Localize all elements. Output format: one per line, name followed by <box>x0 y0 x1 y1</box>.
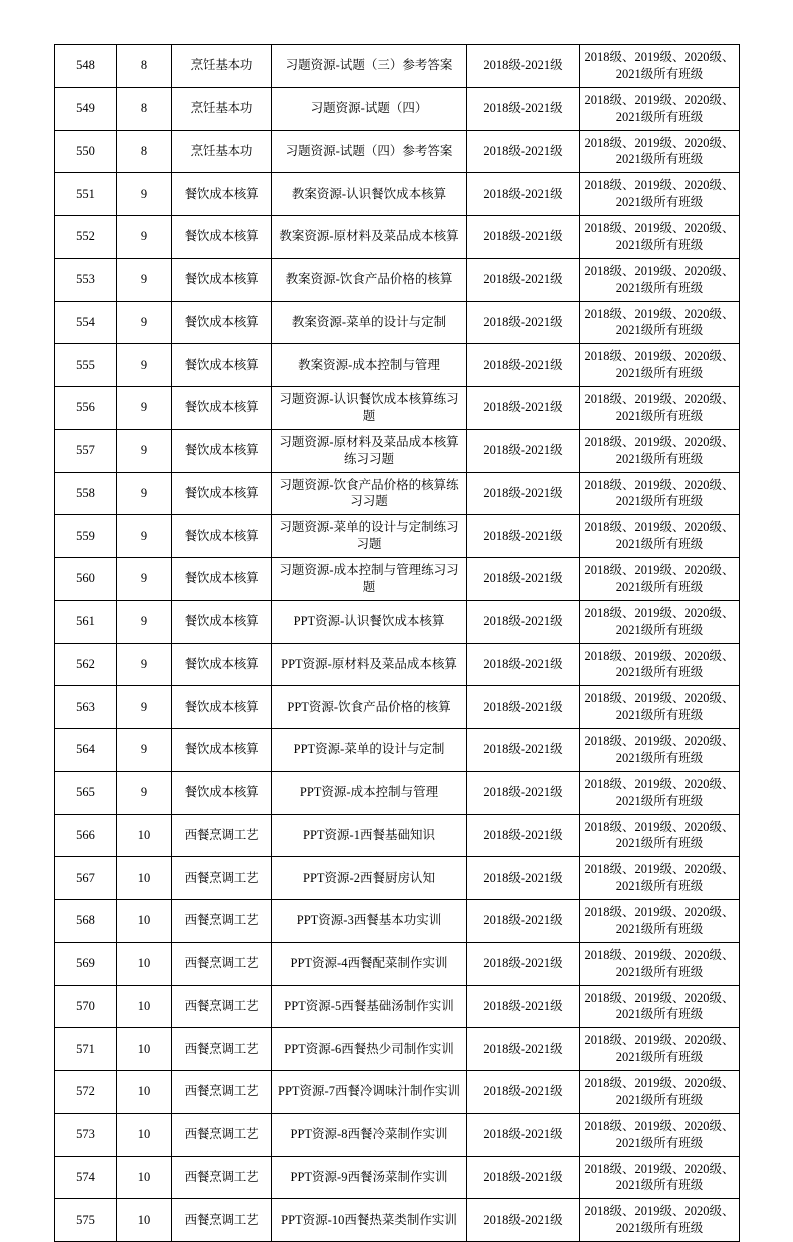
table-row <box>55 1113 740 1156</box>
table-row <box>55 472 740 515</box>
cell-适用年级: 2018级-2021级 <box>467 216 580 259</box>
cell-适用年级: 2018级-2021级 <box>467 643 580 686</box>
cell-适用班级: 2018级、2019级、2020级、2021级所有班级 <box>580 771 740 814</box>
cell-课程名称: 餐饮成本核算 <box>172 771 272 814</box>
table-row <box>55 1028 740 1071</box>
cell-课程号: 10 <box>117 1113 172 1156</box>
cell-资源名称: PPT资源-菜单的设计与定制 <box>272 729 467 772</box>
table-row <box>55 173 740 216</box>
cell-适用班级: 2018级、2019级、2020级、2021级所有班级 <box>580 258 740 301</box>
cell-适用年级: 2018级-2021级 <box>467 301 580 344</box>
cell-课程名称: 西餐烹调工艺 <box>172 900 272 943</box>
cell-课程名称: 烹饪基本功 <box>172 87 272 130</box>
cell-适用班级: 2018级、2019级、2020级、2021级所有班级 <box>580 429 740 472</box>
cell-资源名称: PPT资源-10西餐热菜类制作实训 <box>272 1199 467 1242</box>
cell-序号: 575 <box>55 1199 117 1242</box>
cell-课程号: 9 <box>117 686 172 729</box>
cell-适用班级: 2018级、2019级、2020级、2021级所有班级 <box>580 1071 740 1114</box>
cell-课程号: 9 <box>117 173 172 216</box>
cell-适用班级: 2018级、2019级、2020级、2021级所有班级 <box>580 985 740 1028</box>
cell-课程号: 9 <box>117 643 172 686</box>
cell-适用年级: 2018级-2021级 <box>467 87 580 130</box>
cell-课程号: 10 <box>117 814 172 857</box>
table-row <box>55 985 740 1028</box>
cell-课程号: 10 <box>117 1028 172 1071</box>
cell-课程号: 9 <box>117 216 172 259</box>
cell-序号: 554 <box>55 301 117 344</box>
cell-序号: 557 <box>55 429 117 472</box>
cell-课程名称: 餐饮成本核算 <box>172 301 272 344</box>
cell-适用年级: 2018级-2021级 <box>467 258 580 301</box>
cell-课程号: 9 <box>117 301 172 344</box>
cell-课程号: 8 <box>117 45 172 88</box>
cell-适用班级: 2018级、2019级、2020级、2021级所有班级 <box>580 1156 740 1199</box>
cell-课程名称: 餐饮成本核算 <box>172 216 272 259</box>
table-row <box>55 771 740 814</box>
cell-序号: 571 <box>55 1028 117 1071</box>
table-row <box>55 942 740 985</box>
cell-序号: 567 <box>55 857 117 900</box>
cell-资源名称: 习题资源-试题（四）参考答案 <box>272 130 467 173</box>
cell-课程名称: 餐饮成本核算 <box>172 173 272 216</box>
table-row <box>55 301 740 344</box>
cell-适用班级: 2018级、2019级、2020级、2021级所有班级 <box>580 387 740 430</box>
cell-资源名称: 习题资源-试题（三）参考答案 <box>272 45 467 88</box>
cell-适用班级: 2018级、2019级、2020级、2021级所有班级 <box>580 130 740 173</box>
cell-课程号: 9 <box>117 558 172 601</box>
table-row <box>55 344 740 387</box>
cell-课程名称: 餐饮成本核算 <box>172 344 272 387</box>
cell-课程名称: 餐饮成本核算 <box>172 643 272 686</box>
cell-适用班级: 2018级、2019级、2020级、2021级所有班级 <box>580 1113 740 1156</box>
table-row <box>55 216 740 259</box>
table-row <box>55 258 740 301</box>
table-row <box>55 387 740 430</box>
table-row <box>55 515 740 558</box>
cell-适用年级: 2018级-2021级 <box>467 600 580 643</box>
cell-课程名称: 餐饮成本核算 <box>172 515 272 558</box>
table-row <box>55 1156 740 1199</box>
cell-序号: 550 <box>55 130 117 173</box>
cell-序号: 568 <box>55 900 117 943</box>
cell-适用年级: 2018级-2021级 <box>467 814 580 857</box>
cell-适用班级: 2018级、2019级、2020级、2021级所有班级 <box>580 515 740 558</box>
cell-适用班级: 2018级、2019级、2020级、2021级所有班级 <box>580 900 740 943</box>
table-row <box>55 429 740 472</box>
cell-适用班级: 2018级、2019级、2020级、2021级所有班级 <box>580 344 740 387</box>
cell-课程号: 9 <box>117 258 172 301</box>
cell-适用班级: 2018级、2019级、2020级、2021级所有班级 <box>580 1028 740 1071</box>
cell-适用年级: 2018级-2021级 <box>467 173 580 216</box>
cell-适用年级: 2018级-2021级 <box>467 729 580 772</box>
cell-适用年级: 2018级-2021级 <box>467 45 580 88</box>
cell-序号: 556 <box>55 387 117 430</box>
table-row <box>55 857 740 900</box>
table-row <box>55 87 740 130</box>
cell-适用班级: 2018级、2019级、2020级、2021级所有班级 <box>580 558 740 601</box>
cell-课程号: 9 <box>117 472 172 515</box>
cell-课程名称: 西餐烹调工艺 <box>172 1071 272 1114</box>
cell-序号: 561 <box>55 600 117 643</box>
cell-资源名称: PPT资源-6西餐热少司制作实训 <box>272 1028 467 1071</box>
cell-课程名称: 餐饮成本核算 <box>172 429 272 472</box>
cell-适用班级: 2018级、2019级、2020级、2021级所有班级 <box>580 686 740 729</box>
cell-适用班级: 2018级、2019级、2020级、2021级所有班级 <box>580 814 740 857</box>
cell-序号: 562 <box>55 643 117 686</box>
cell-课程名称: 餐饮成本核算 <box>172 472 272 515</box>
cell-资源名称: 教案资源-原材料及菜品成本核算 <box>272 216 467 259</box>
cell-适用班级: 2018级、2019级、2020级、2021级所有班级 <box>580 600 740 643</box>
cell-适用年级: 2018级-2021级 <box>467 130 580 173</box>
table-row <box>55 643 740 686</box>
cell-课程名称: 西餐烹调工艺 <box>172 942 272 985</box>
cell-适用年级: 2018级-2021级 <box>467 515 580 558</box>
cell-序号: 560 <box>55 558 117 601</box>
cell-资源名称: PPT资源-3西餐基本功实训 <box>272 900 467 943</box>
table-row <box>55 600 740 643</box>
cell-课程号: 10 <box>117 857 172 900</box>
cell-适用年级: 2018级-2021级 <box>467 771 580 814</box>
table-row <box>55 686 740 729</box>
cell-资源名称: 习题资源-原材料及菜品成本核算练习习题 <box>272 429 467 472</box>
cell-适用年级: 2018级-2021级 <box>467 1113 580 1156</box>
cell-适用班级: 2018级、2019级、2020级、2021级所有班级 <box>580 1199 740 1242</box>
cell-课程号: 9 <box>117 429 172 472</box>
cell-序号: 564 <box>55 729 117 772</box>
cell-资源名称: PPT资源-5西餐基础汤制作实训 <box>272 985 467 1028</box>
cell-序号: 552 <box>55 216 117 259</box>
table-row <box>55 45 740 88</box>
cell-课程名称: 西餐烹调工艺 <box>172 1113 272 1156</box>
cell-资源名称: PPT资源-8西餐冷菜制作实训 <box>272 1113 467 1156</box>
cell-课程名称: 西餐烹调工艺 <box>172 1199 272 1242</box>
cell-资源名称: PPT资源-原材料及菜品成本核算 <box>272 643 467 686</box>
table-row <box>55 1071 740 1114</box>
table-row <box>55 900 740 943</box>
cell-课程号: 10 <box>117 1156 172 1199</box>
cell-课程名称: 西餐烹调工艺 <box>172 814 272 857</box>
cell-适用年级: 2018级-2021级 <box>467 985 580 1028</box>
cell-课程号: 9 <box>117 729 172 772</box>
cell-资源名称: 习题资源-成本控制与管理练习习题 <box>272 558 467 601</box>
cell-课程号: 9 <box>117 387 172 430</box>
cell-资源名称: 习题资源-饮食产品价格的核算练习习题 <box>272 472 467 515</box>
cell-课程名称: 西餐烹调工艺 <box>172 985 272 1028</box>
cell-课程号: 9 <box>117 344 172 387</box>
cell-适用年级: 2018级-2021级 <box>467 472 580 515</box>
cell-课程号: 9 <box>117 771 172 814</box>
cell-序号: 570 <box>55 985 117 1028</box>
cell-资源名称: 教案资源-成本控制与管理 <box>272 344 467 387</box>
cell-序号: 551 <box>55 173 117 216</box>
cell-资源名称: PPT资源-饮食产品价格的核算 <box>272 686 467 729</box>
table-body <box>55 45 740 1242</box>
cell-课程名称: 餐饮成本核算 <box>172 686 272 729</box>
cell-适用年级: 2018级-2021级 <box>467 1028 580 1071</box>
cell-适用年级: 2018级-2021级 <box>467 942 580 985</box>
cell-适用班级: 2018级、2019级、2020级、2021级所有班级 <box>580 216 740 259</box>
cell-序号: 566 <box>55 814 117 857</box>
cell-适用年级: 2018级-2021级 <box>467 857 580 900</box>
cell-适用年级: 2018级-2021级 <box>467 900 580 943</box>
cell-资源名称: 习题资源-试题（四） <box>272 87 467 130</box>
cell-课程号: 9 <box>117 515 172 558</box>
cell-适用班级: 2018级、2019级、2020级、2021级所有班级 <box>580 729 740 772</box>
cell-序号: 565 <box>55 771 117 814</box>
cell-课程名称: 餐饮成本核算 <box>172 600 272 643</box>
cell-资源名称: PPT资源-4西餐配菜制作实训 <box>272 942 467 985</box>
table-row <box>55 814 740 857</box>
cell-序号: 559 <box>55 515 117 558</box>
cell-资源名称: PPT资源-认识餐饮成本核算 <box>272 600 467 643</box>
cell-资源名称: PPT资源-7西餐冷调味汁制作实训 <box>272 1071 467 1114</box>
cell-适用班级: 2018级、2019级、2020级、2021级所有班级 <box>580 643 740 686</box>
table-row <box>55 729 740 772</box>
cell-适用年级: 2018级-2021级 <box>467 686 580 729</box>
cell-资源名称: 教案资源-认识餐饮成本核算 <box>272 173 467 216</box>
cell-课程名称: 西餐烹调工艺 <box>172 857 272 900</box>
cell-适用班级: 2018级、2019级、2020级、2021级所有班级 <box>580 301 740 344</box>
cell-序号: 573 <box>55 1113 117 1156</box>
course-resource-table <box>54 44 740 1242</box>
cell-课程号: 9 <box>117 600 172 643</box>
table-row <box>55 1199 740 1242</box>
cell-适用班级: 2018级、2019级、2020级、2021级所有班级 <box>580 45 740 88</box>
cell-序号: 549 <box>55 87 117 130</box>
cell-资源名称: PPT资源-9西餐汤菜制作实训 <box>272 1156 467 1199</box>
cell-适用年级: 2018级-2021级 <box>467 1156 580 1199</box>
cell-序号: 555 <box>55 344 117 387</box>
cell-课程名称: 西餐烹调工艺 <box>172 1156 272 1199</box>
cell-资源名称: 教案资源-饮食产品价格的核算 <box>272 258 467 301</box>
cell-课程名称: 餐饮成本核算 <box>172 387 272 430</box>
cell-适用年级: 2018级-2021级 <box>467 1199 580 1242</box>
table-row <box>55 130 740 173</box>
cell-课程名称: 烹饪基本功 <box>172 45 272 88</box>
cell-适用年级: 2018级-2021级 <box>467 344 580 387</box>
cell-适用年级: 2018级-2021级 <box>467 429 580 472</box>
cell-资源名称: PPT资源-成本控制与管理 <box>272 771 467 814</box>
cell-课程名称: 烹饪基本功 <box>172 130 272 173</box>
cell-资源名称: 习题资源-菜单的设计与定制练习习题 <box>272 515 467 558</box>
cell-资源名称: PPT资源-2西餐厨房认知 <box>272 857 467 900</box>
cell-课程名称: 餐饮成本核算 <box>172 558 272 601</box>
cell-适用年级: 2018级-2021级 <box>467 558 580 601</box>
cell-序号: 574 <box>55 1156 117 1199</box>
cell-适用班级: 2018级、2019级、2020级、2021级所有班级 <box>580 857 740 900</box>
cell-课程号: 10 <box>117 1199 172 1242</box>
cell-课程名称: 餐饮成本核算 <box>172 258 272 301</box>
cell-资源名称: 习题资源-认识餐饮成本核算练习题 <box>272 387 467 430</box>
cell-序号: 558 <box>55 472 117 515</box>
cell-课程名称: 西餐烹调工艺 <box>172 1028 272 1071</box>
cell-课程号: 10 <box>117 1071 172 1114</box>
table-row <box>55 558 740 601</box>
cell-课程号: 10 <box>117 942 172 985</box>
cell-适用班级: 2018级、2019级、2020级、2021级所有班级 <box>580 942 740 985</box>
cell-适用班级: 2018级、2019级、2020级、2021级所有班级 <box>580 173 740 216</box>
cell-课程名称: 餐饮成本核算 <box>172 729 272 772</box>
cell-资源名称: PPT资源-1西餐基础知识 <box>272 814 467 857</box>
cell-课程号: 8 <box>117 87 172 130</box>
cell-课程号: 10 <box>117 985 172 1028</box>
cell-序号: 569 <box>55 942 117 985</box>
cell-序号: 563 <box>55 686 117 729</box>
cell-课程号: 8 <box>117 130 172 173</box>
cell-适用年级: 2018级-2021级 <box>467 1071 580 1114</box>
cell-适用班级: 2018级、2019级、2020级、2021级所有班级 <box>580 472 740 515</box>
cell-序号: 572 <box>55 1071 117 1114</box>
cell-适用年级: 2018级-2021级 <box>467 387 580 430</box>
cell-资源名称: 教案资源-菜单的设计与定制 <box>272 301 467 344</box>
cell-序号: 553 <box>55 258 117 301</box>
cell-课程号: 10 <box>117 900 172 943</box>
cell-序号: 548 <box>55 45 117 88</box>
cell-适用班级: 2018级、2019级、2020级、2021级所有班级 <box>580 87 740 130</box>
